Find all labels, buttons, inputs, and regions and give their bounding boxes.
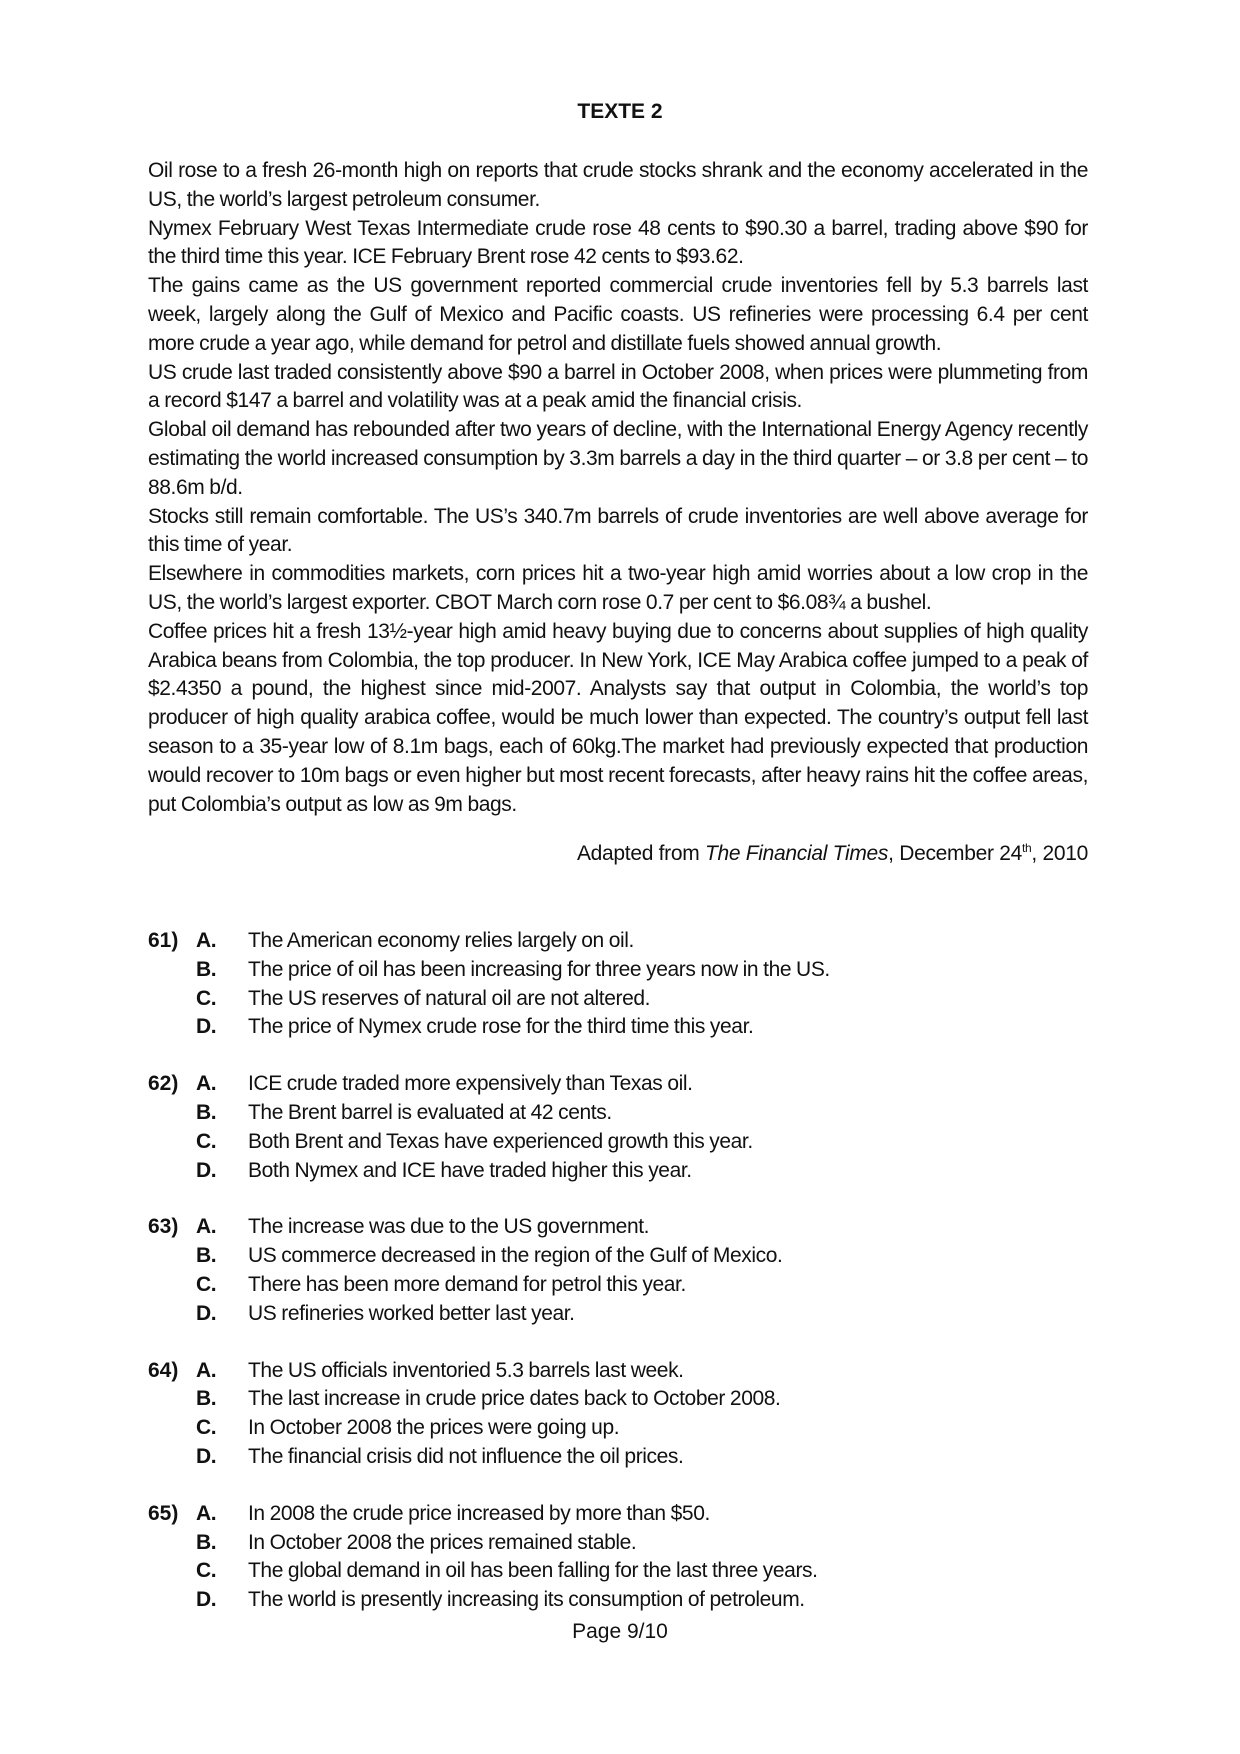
- answer-option: [148, 1271, 1108, 1300]
- option-text: Both Brent and Texas have experienced growth this year.: [248, 1129, 753, 1153]
- answer-option: [148, 1242, 1108, 1271]
- answer-option: [148, 1128, 1108, 1157]
- option-letter: A.: [196, 1501, 217, 1525]
- question: [148, 1070, 1108, 1185]
- paragraph: Global oil demand has rebounded after two years of decline, with the International Energy Agency recently estimating the world increased consumption by 3.3m barrels a day in the third quarter – or 3.8 per cent – to 88.6m b/d.: [148, 418, 1088, 499]
- option-text: In 2008 the crude price increased by more than $50.: [248, 1501, 710, 1525]
- option-text: The price of Nymex crude rose for the third time this year.: [248, 1015, 754, 1039]
- answer-option: [148, 1300, 1108, 1329]
- option-letter: B.: [196, 957, 217, 981]
- answer-option: [148, 1586, 1108, 1615]
- option-letter: D.: [196, 1015, 217, 1039]
- answer-option: [148, 1357, 1108, 1386]
- paragraph: Stocks still remain comfortable. The US’s 340.7m barrels of crude inventories are well above average for this time of year.: [148, 504, 1088, 557]
- answer-option: [148, 1213, 1108, 1242]
- option-letter: D.: [196, 1444, 217, 1468]
- option-letter: A.: [196, 1215, 217, 1239]
- option-text: The world is presently increasing its consumption of petroleum.: [248, 1588, 805, 1612]
- paragraph: Oil rose to a fresh 26-month high on reports that crude stocks shrank and the economy accelerated in the US, the world’s largest petroleum consumer.: [148, 159, 1088, 211]
- answer-option: [148, 1557, 1108, 1586]
- answer-option: [148, 956, 1108, 985]
- source-prefix: Adapted from: [576, 842, 705, 865]
- option-text: The price of oil has been increasing for three years now in the US.: [248, 957, 830, 981]
- answer-option: [148, 1070, 1108, 1099]
- option-letter: B.: [196, 1387, 217, 1411]
- answer-option: [148, 1099, 1108, 1128]
- question-number: 61): [148, 929, 179, 952]
- option-text: The global demand in oil has been falling for the last three years.: [248, 1559, 818, 1583]
- question: [148, 1213, 1108, 1328]
- paragraph: Nymex February West Texas Intermediate crude rose 48 cents to $90.30 a barrel, trading above $90 for the third time this year. ICE February Brent rose 42 cents to $93.62.: [148, 216, 1088, 269]
- source-year: , 2010: [1031, 842, 1088, 865]
- option-text: In October 2008 the prices were going up.: [248, 1416, 620, 1440]
- option-letter: A.: [196, 929, 217, 952]
- source-date: , December 24: [888, 842, 1022, 865]
- paragraph: Coffee prices hit a fresh 13½-year high amid heavy buying due to concerns about supplies of high quality Arabica beans from Colombia, the top producer. In New York, ICE May Arabica coffee jumped to a peak of $2.4350 a pound, the highest since mid-2007. Analysts say that output in Colombia, the world’s top producer of high quality arabica coffee, would be much lower than expected. The country’s output fell last season to a 35-year low of 8.1m bags, each of 60kg.The market had previously expected that production would recover to 10m bags or even higher but most recent forecasts, after heavy rains hit the coffee areas, put Colombia’s output as low as 9m bags.: [148, 619, 1088, 816]
- option-text: Both Nymex and ICE have traded higher this year.: [248, 1158, 692, 1182]
- option-letter: D.: [196, 1158, 217, 1182]
- page-number: Page 9/10: [572, 1620, 668, 1643]
- answer-option: [148, 927, 1108, 956]
- source-date-suffix: th: [1021, 841, 1032, 855]
- option-text: The last increase in crude price dates back to October 2008.: [248, 1387, 781, 1411]
- option-letter: C.: [196, 1559, 217, 1583]
- answer-option: [148, 1414, 1108, 1443]
- paragraph: Elsewhere in commodities markets, corn prices hit a two-year high amid worries about a low crop in the US, the world’s largest exporter. CBOT March corn rose 0.7 per cent to $6.08¾ a bushel.: [148, 562, 1088, 614]
- option-letter: C.: [196, 1272, 217, 1296]
- question-number: 62): [148, 1072, 179, 1096]
- option-letter: C.: [196, 1416, 217, 1440]
- page-title: TEXTE 2: [577, 100, 663, 123]
- option-letter: C.: [196, 986, 217, 1010]
- option-text: The Brent barrel is evaluated at 42 cents.: [248, 1100, 612, 1124]
- option-text: There has been more demand for petrol this year.: [248, 1272, 686, 1296]
- answer-option: [148, 1443, 1108, 1472]
- option-letter: A.: [196, 1358, 217, 1382]
- question-list: [148, 927, 1108, 1643]
- article-body: [148, 157, 1088, 819]
- answer-option: [148, 1385, 1108, 1414]
- question: [148, 927, 1108, 1042]
- option-letter: D.: [196, 1301, 217, 1325]
- question-number: 63): [148, 1215, 179, 1239]
- answer-option: [148, 1500, 1108, 1529]
- option-text: The financial crisis did not influence the oil prices.: [248, 1444, 684, 1468]
- source-publication: The Financial Times: [704, 842, 889, 865]
- question-number: 65): [148, 1501, 179, 1525]
- option-text: US refineries worked better last year.: [248, 1301, 575, 1325]
- paragraph: US crude last traded consistently above $90 a barrel in October 2008, when prices were plummeting from a record $147 a barrel and volatility was at a peak amid the financial crisis.: [148, 360, 1088, 413]
- option-letter: C.: [196, 1129, 217, 1153]
- answer-option: [148, 1529, 1108, 1558]
- option-text: The increase was due to the US government.: [248, 1215, 650, 1239]
- option-text: ICE crude traded more expensively than Texas oil.: [248, 1072, 693, 1096]
- option-text: In October 2008 the prices remained stable.: [248, 1530, 637, 1554]
- paragraph: The gains came as the US government reported commercial crude inventories fell by 5.3 barrels last week, largely along the Gulf of Mexico and Pacific coasts. US refineries were processing 6.4 per cent more crude a year ago, while demand for petrol and distillate fuels showed annual growth.: [148, 274, 1088, 355]
- answer-option: [148, 1013, 1108, 1042]
- option-letter: B.: [196, 1100, 217, 1124]
- option-text: The US reserves of natural oil are not altered.: [248, 986, 651, 1010]
- option-letter: A.: [196, 1072, 217, 1096]
- option-text: US commerce decreased in the region of the Gulf of Mexico.: [248, 1244, 783, 1268]
- source-citation: [577, 842, 1088, 866]
- answer-option: [148, 1157, 1108, 1186]
- question-number: 64): [148, 1358, 179, 1382]
- answer-option: [148, 985, 1108, 1014]
- option-letter: B.: [196, 1530, 217, 1554]
- option-text: The American economy relies largely on oil.: [248, 929, 634, 952]
- option-letter: D.: [196, 1588, 217, 1612]
- question: [148, 1357, 1108, 1472]
- option-letter: B.: [196, 1244, 217, 1268]
- option-text: The US officials inventoried 5.3 barrels last week.: [248, 1358, 684, 1382]
- question: [148, 1500, 1108, 1615]
